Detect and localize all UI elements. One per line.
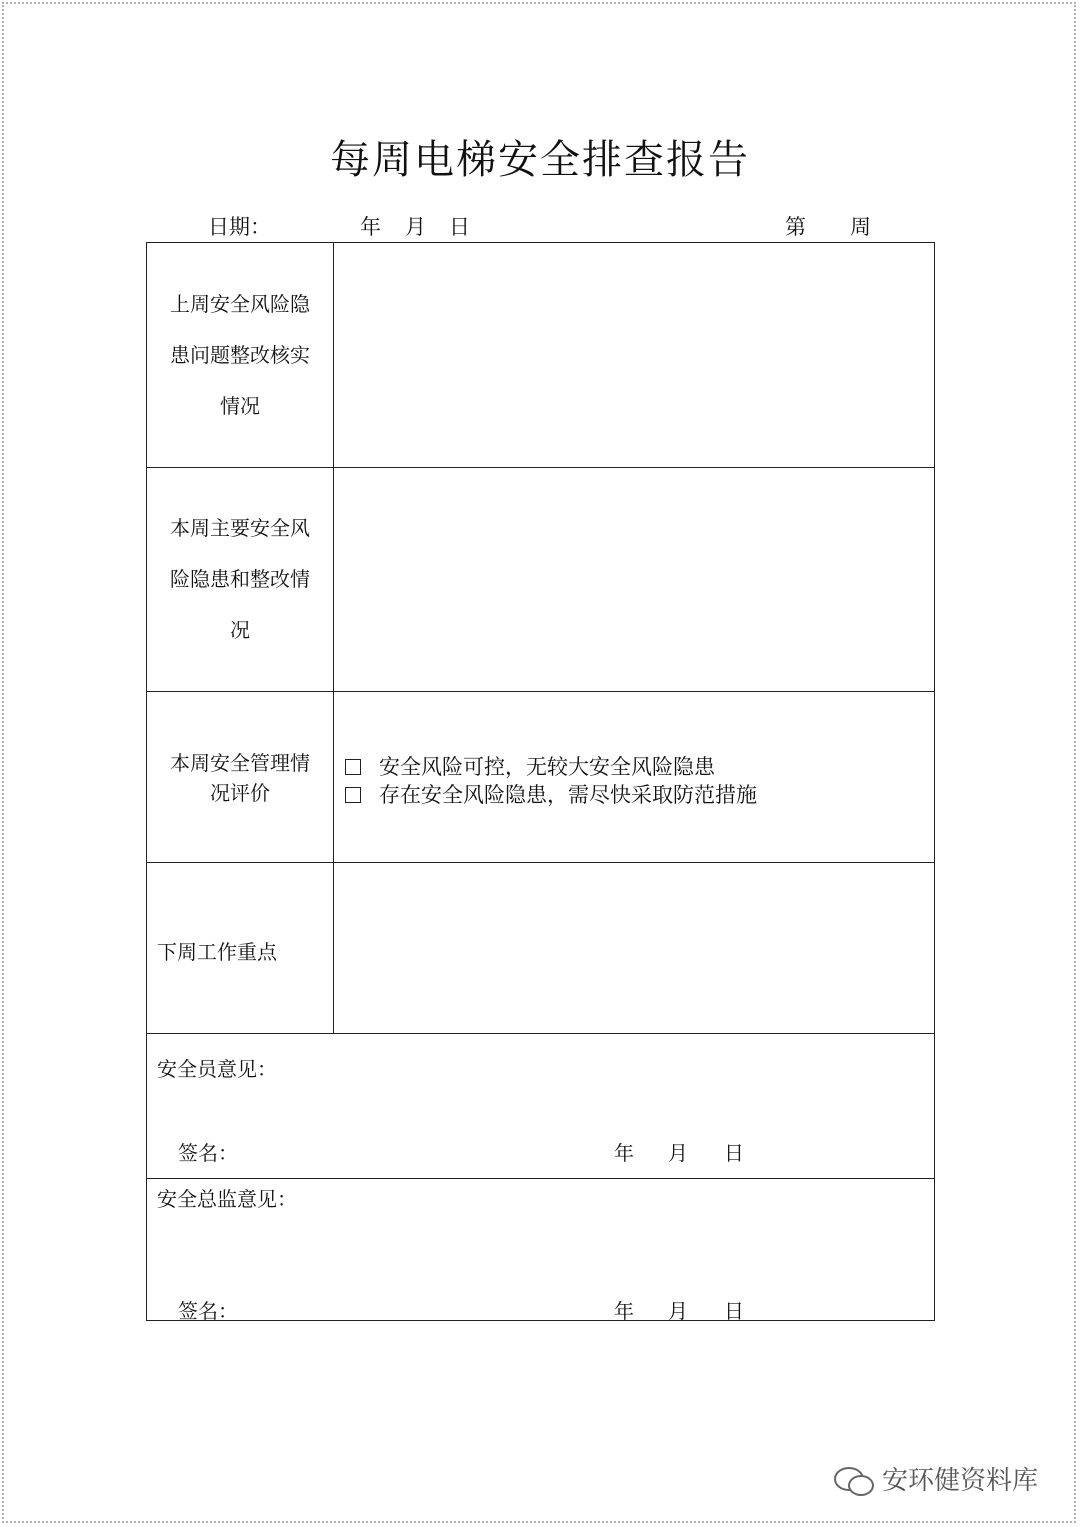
safety-director-year: 年 xyxy=(614,1299,634,1323)
date-year: 年 xyxy=(360,215,381,239)
watermark-text: 安环健资料库 xyxy=(882,1466,1039,1496)
checkbox[interactable] xyxy=(345,759,361,775)
checkbox[interactable] xyxy=(345,787,361,803)
option-label: 存在安全风险隐患，需尽快采取防范措施 xyxy=(379,783,757,807)
safety-officer-month: 月 xyxy=(668,1141,688,1165)
row-divider xyxy=(147,691,934,692)
safety-officer-label: 安全员意见： xyxy=(157,1057,277,1081)
column-divider xyxy=(333,243,334,1033)
next-week-label: 下周工作重点 xyxy=(157,940,277,964)
week-prefix: 第 xyxy=(785,215,806,239)
evaluation-option-1[interactable] xyxy=(345,751,715,781)
evaluation-option-2[interactable] xyxy=(345,779,757,809)
option-label: 安全风险可控，无较大安全风险隐患 xyxy=(379,755,715,779)
row-divider xyxy=(147,862,934,863)
wechat-icon xyxy=(834,1465,874,1495)
safety-director-day: 日 xyxy=(724,1299,744,1323)
row-divider xyxy=(147,1178,934,1179)
safety-director-sign-label: 签名： xyxy=(178,1299,238,1323)
next-week-content[interactable] xyxy=(335,1035,934,1177)
safety-director-label: 安全总监意见： xyxy=(157,1187,297,1211)
row-divider xyxy=(147,467,934,468)
this-week-hazards-label: 本周主要安全风 险隐患和整改情 况 xyxy=(170,516,310,642)
safety-officer-day: 日 xyxy=(724,1141,744,1165)
safety-director-month: 月 xyxy=(668,1299,688,1323)
safety-officer-year: 年 xyxy=(614,1141,634,1165)
date-label: 日期： xyxy=(208,215,271,239)
row-divider xyxy=(147,1033,934,1034)
evaluation-label: 本周安全管理情 况评价 xyxy=(170,751,310,805)
date-day: 日 xyxy=(449,215,470,239)
watermark xyxy=(834,1460,1038,1497)
date-month: 月 xyxy=(405,215,426,239)
page-title: 每周电梯安全排查报告 xyxy=(330,137,750,183)
safety-officer-sign-label: 签名： xyxy=(178,1141,238,1165)
this-week-hazards-content[interactable] xyxy=(335,469,934,690)
report-form xyxy=(146,242,935,1321)
last-week-content[interactable] xyxy=(335,243,934,466)
last-week-label: 上周安全风险隐 患问题整改核实 情况 xyxy=(170,292,310,418)
week-suffix: 周 xyxy=(850,215,871,239)
